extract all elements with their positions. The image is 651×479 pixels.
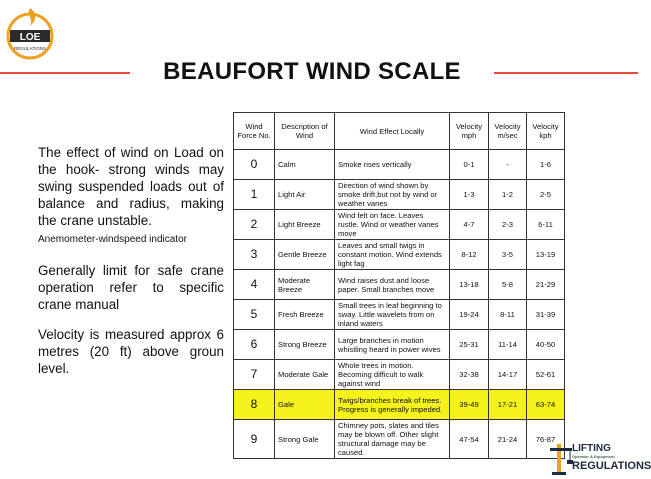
cell-effect: Smoke rises vertically [335, 150, 450, 180]
logo-text: LOE [19, 32, 41, 43]
cell-mph: 39-49 [450, 390, 489, 420]
cell-effect: Wind raises dust and loose paper. Small branches move [335, 270, 450, 300]
cell-mph: 0-1 [450, 150, 489, 180]
cell-effect: Whole trees in motion. Becoming difficult to walk against wind [335, 360, 450, 390]
cell-mph: 25-31 [450, 330, 489, 360]
accent-line-left [0, 72, 130, 74]
header-effect: Wind Effect Locally [335, 113, 450, 150]
cell-effect: Direction of wind shown by smoke drift,but not by wind or weather vanes [335, 180, 450, 210]
cell-description: Calm [275, 150, 335, 180]
cell-force: 2 [234, 210, 275, 240]
table-row [234, 360, 565, 390]
cell-mph: 32-38 [450, 360, 489, 390]
cell-force: 4 [234, 270, 275, 300]
cell-description: Light Air [275, 180, 335, 210]
cell-description: Light Breeze [275, 210, 335, 240]
beaufort-table-container [233, 112, 565, 459]
logo-subtext: REGULATIONS [14, 46, 46, 51]
table-header-row [234, 113, 565, 150]
cell-kph: 52-61 [527, 360, 565, 390]
cell-force: 8 [234, 390, 275, 420]
cell-kph: 13-19 [527, 240, 565, 270]
cell-description: Strong Breeze [275, 330, 335, 360]
cell-description: Gale [275, 390, 335, 420]
cell-description: Strong Gale [275, 420, 335, 459]
cell-msec: 5-8 [489, 270, 527, 300]
table-row [234, 330, 565, 360]
header-mph: Velocity mph [450, 113, 489, 150]
cell-force: 5 [234, 300, 275, 330]
cell-mph: 13-18 [450, 270, 489, 300]
cell-mph: 8-12 [450, 240, 489, 270]
cell-effect: Large branches in motion whistling heard in power wives [335, 330, 450, 360]
cell-kph: 21-29 [527, 270, 565, 300]
table-row [234, 180, 565, 210]
cell-kph: 6-11 [527, 210, 565, 240]
table-row-highlighted [234, 390, 565, 420]
cell-effect: Chimney pots, slates and tiles may be blown off. Other slight structural damage may be caused. [335, 420, 450, 459]
cell-msec: 2-3 [489, 210, 527, 240]
cell-effect: Wind felt on face. Leaves rustle. Wind or weather vanes move [335, 210, 450, 240]
table-row [234, 240, 565, 270]
cell-kph: 2-5 [527, 180, 565, 210]
cell-effect: Small trees in leaf beginning to sway. Little wavelets from on inland waters [335, 300, 450, 330]
cell-description: Gentle Breeze [275, 240, 335, 270]
cell-effect: Twigs/branches break of trees. Progress is generally impeded. [335, 390, 450, 420]
accent-line-right [494, 72, 638, 74]
header-kph: Velocity kph [527, 113, 565, 150]
title-bar [0, 52, 638, 92]
cell-msec: 1-2 [489, 180, 527, 210]
cell-kph: 31-39 [527, 300, 565, 330]
cell-msec: 14-17 [489, 360, 527, 390]
page-title: BEAUFORT WIND SCALE [163, 58, 461, 85]
cell-force: 6 [234, 330, 275, 360]
cell-effect: Leaves and small twigs in constant motion. Wind extends light fag [335, 240, 450, 270]
header-msec: Velocity m/sec [489, 113, 527, 150]
cell-kph: 76-87 [527, 420, 565, 459]
cell-mph: 4-7 [450, 210, 489, 240]
brand-line3: REGULATIONS [572, 460, 651, 472]
cell-kph: 1-6 [527, 150, 565, 180]
velocity-paragraph: Velocity is measured approx 6 metres (20 ft) above groun level. [38, 327, 224, 376]
cell-force: 3 [234, 240, 275, 270]
cell-description: Moderate Gale [275, 360, 335, 390]
cell-msec: 3-5 [489, 240, 527, 270]
cell-force: 7 [234, 360, 275, 390]
cell-mph: 47-54 [450, 420, 489, 459]
cell-force: 9 [234, 420, 275, 459]
cell-msec: - [489, 150, 527, 180]
cell-msec: 8-11 [489, 300, 527, 330]
table-row [234, 300, 565, 330]
brand-text [572, 443, 651, 472]
header-description: Description of Wind [275, 113, 335, 150]
wind-effect-paragraph: The effect of wind on Load on the hook- strong winds may swing suspended loads out of balance and radius, making the crane unstable. [38, 145, 224, 228]
table-row [234, 210, 565, 240]
table-row [234, 150, 565, 180]
cell-mph: 19-24 [450, 300, 489, 330]
brand-line2: Operator & Equipment [572, 454, 615, 459]
table-row [234, 270, 565, 300]
header-force: Wind Force No. [234, 113, 275, 150]
cell-msec: 21-24 [489, 420, 527, 459]
cell-msec: 17-21 [489, 390, 527, 420]
lifting-regulations-logo [546, 440, 651, 478]
cell-description: Moderate Breeze [275, 270, 335, 300]
beaufort-table [233, 112, 565, 459]
cell-description: Fresh Breeze [275, 300, 335, 330]
table-row [234, 420, 565, 459]
anemometer-caption: Anemometer-windspeed indicator [38, 234, 187, 245]
cell-mph: 1-3 [450, 180, 489, 210]
cell-force: 1 [234, 180, 275, 210]
cell-msec: 11-14 [489, 330, 527, 360]
limit-paragraph: Generally limit for safe crane operation refer to specific crane manual [38, 263, 224, 312]
brand-line1: LIFTING [572, 443, 611, 454]
cell-kph: 40-50 [527, 330, 565, 360]
crane-icon [546, 442, 574, 476]
cell-kph: 63-74 [527, 390, 565, 420]
cell-force: 0 [234, 150, 275, 180]
